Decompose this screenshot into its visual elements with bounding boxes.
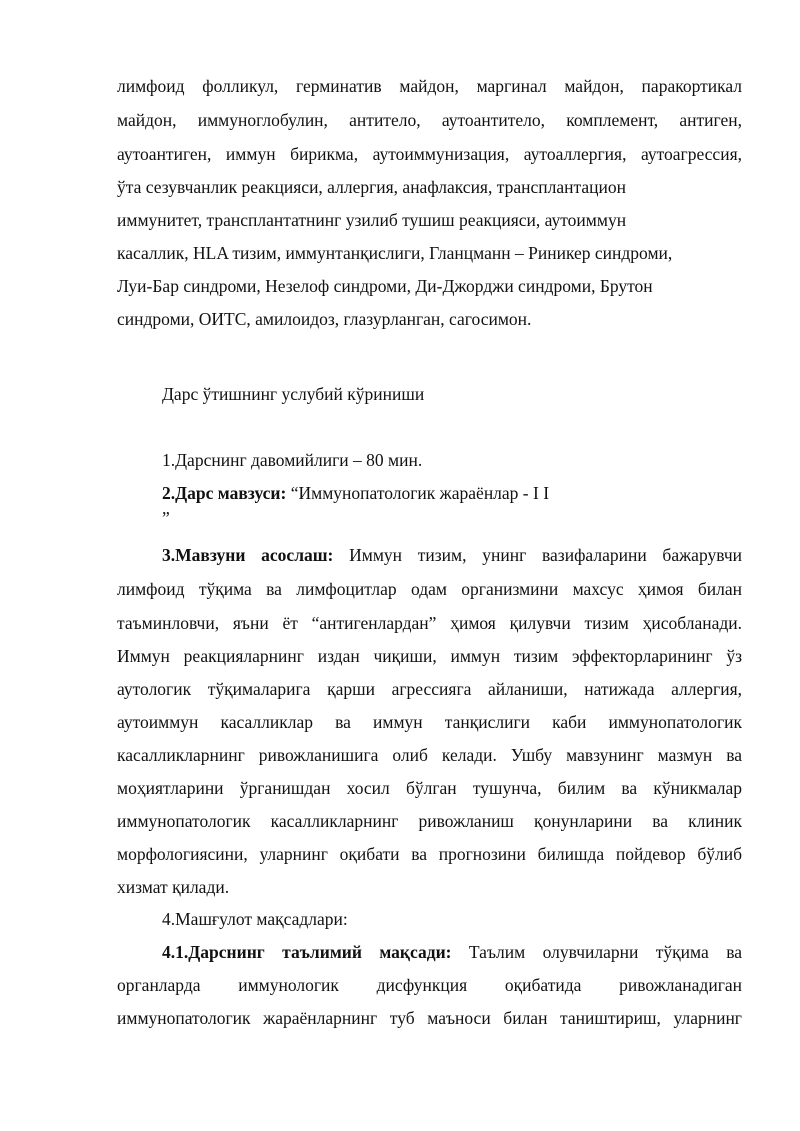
lesson-topic-label: 2.Дарс мавзуси: (162, 483, 287, 503)
keywords-line: майдон, иммуноглобулин, антитело, аутоантитело, комплемент, антиген, (117, 110, 742, 130)
topic-rationale-line: таъминловчи, яъни ёт “антигенлардан” ҳимоя қилувчи тизим ҳисобланади. (117, 613, 742, 633)
educational-goal-text: Таълим олувчиларни тўқима ва (451, 942, 742, 962)
educational-goal-line: иммунопатологик жараёнларнинг туб маъноси билан таништириш, уларнинг (117, 1008, 742, 1028)
keywords-line: лимфоид фолликул, герминатив майдон, маргинал майдон, паракортикал (117, 76, 742, 96)
topic-rationale-first-line (162, 545, 742, 566)
keywords-line: иммунитет, трансплантатнинг узилиб тушиш реакцияси, аутоиммун (117, 210, 627, 230)
keywords-line: синдроми, ОИТС, амилоидоз, глазурланган, сагосимон. (117, 309, 532, 329)
topic-rationale-line: аутологик тўқималарига қарши агрессияга айланиши, натижада аллергия, (117, 679, 742, 699)
lesson-goals-heading: 4.Машғулот мақсадлари: (162, 909, 348, 929)
topic-rationale-line: моҳиятларини ўрганишдан хосил бўлган тушунча, билим ва кўникмалар (117, 778, 742, 798)
method-heading: Дарс ўтишнинг услубий кўриниши (162, 384, 425, 404)
lesson-topic-closing: ” (162, 508, 170, 528)
keywords-line: аутоантиген, иммун бирикма, аутоиммунизация, аутоаллергия, аутоагрессия, (117, 144, 742, 164)
topic-rationale-line: хизмат қилади. (117, 877, 230, 897)
topic-rationale-line: иммунопатологик касалликларнинг ривожланиш қонунларини ва клиник (117, 811, 742, 831)
topic-rationale-line: морфологиясини, уларнинг оқибати ва прогнозини билишда пойдевор бўлиб (117, 844, 742, 864)
educational-goal-label: 4.1.Дарснинг таълимий мақсади: (162, 942, 452, 962)
keywords-line: Луи-Бар синдроми, Незелоф синдроми, Ди-Джорджи синдроми, Брутон (117, 276, 653, 296)
educational-goal-first-line (162, 942, 742, 963)
topic-rationale-line: лимфоид тўқима ва лимфоцитлар одам организмини махсус ҳимоя билан (117, 579, 742, 599)
lesson-duration: 1.Дарснинг давомийлиги – 80 мин. (162, 450, 423, 470)
lesson-topic (162, 483, 549, 504)
topic-rationale-label: 3.Мавзуни асослаш: (162, 545, 334, 565)
lesson-topic-text: “Иммунопатологик жараёнлар - I I (286, 483, 550, 503)
topic-rationale-line: аутоиммун касалликлар ва иммун танқислиги каби иммунопатологик (117, 712, 742, 732)
keywords-line: касаллик, HLA тизим, иммунтанқислиги, Гланцманн – Риникер синдроми, (117, 243, 673, 263)
educational-goal-line: органларда иммунологик дисфункция оқибатида ривожланадиган (117, 975, 742, 995)
topic-rationale-text: Иммун тизим, унинг вазифаларини бажарувчи (333, 545, 742, 565)
topic-rationale-line: Иммун реакцияларнинг издан чиқиши, иммун тизим эффекторларининг ўз (117, 646, 742, 666)
topic-rationale-line: касалликларнинг ривожланишига олиб келади. Ушбу мавзунинг мазмун ва (117, 745, 742, 765)
keywords-line: ўта сезувчанлик реакцияси, аллергия, анафлаксия, трансплантацион (117, 177, 626, 197)
